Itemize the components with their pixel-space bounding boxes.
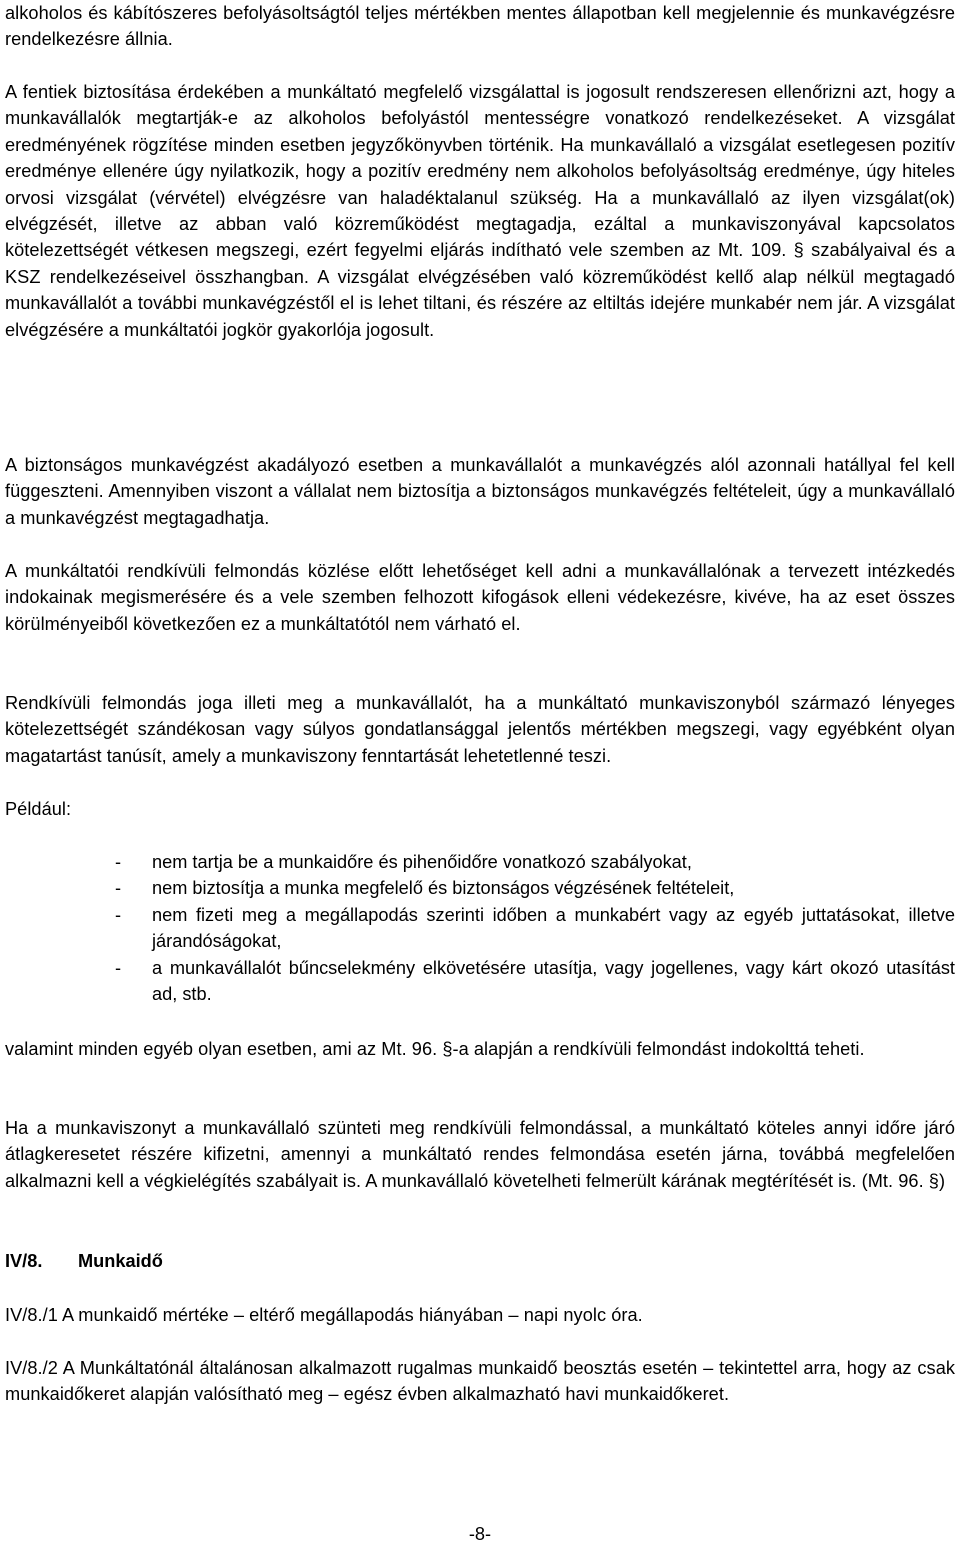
paragraph: A munkáltatói rendkívüli felmondás közlése előtt lehetőséget kell adni a munkavállalónak a tervezett intézkedés indokainak megismerésére és a vele szemben felhozott kifogások elleni védekezésre, kivéve, ha az eset összes körülményeiből következően ez a munkáltatótól nem várható el. — [5, 561, 955, 634]
list-dash: - — [115, 957, 122, 978]
list-item-text: a munkavállalót bűncselekmény elkövetésére utasítja, vagy jogellenes, vagy kárt okozó utasítást ad, stb. — [152, 957, 955, 1005]
paragraph: A biztonságos munkavégzést akadályozó esetben a munkavállalót a munkavégzés alól azonnali hatállyal fel kell függeszteni. Amennyiben viszont a vállalat nem biztosítja a biztonságos munkavégzés feltételeit, úgy a munkavállaló a munkavégzést megtagadhatja. — [5, 455, 955, 528]
paragraph: IV/8./2 A Munkáltatónál általánosan alkalmazott rugalmas munkaidő beosztás esetén – tekintettel arra, hogy az csak munkaidőkeret alapján valósítható meg – egész évben alkalmazható havi munkaidőkeret. — [5, 1358, 955, 1405]
bullet-list — [5, 849, 955, 1007]
list-item-text: nem fizeti meg a megállapodás szerinti időben a munkabért vagy az egyéb juttatásokat, illetve járandóságokat, — [152, 904, 955, 952]
paragraph-label: Például: — [5, 799, 72, 819]
list-item-text: nem biztosítja a munka megfelelő és biztonságos végzésének feltételeit, — [152, 878, 735, 899]
paragraph: alkoholos és kábítószeres befolyásoltságtól teljes mértékben mentes állapotban kell megjelennie és munkavégzésre rendelkezésre állnia. — [5, 3, 955, 50]
list-item — [5, 875, 955, 901]
list-item — [5, 849, 955, 875]
section-heading — [5, 1248, 955, 1274]
list-dash: - — [115, 878, 122, 899]
section-number: IV/8. — [5, 1251, 43, 1271]
list-dash: - — [115, 904, 122, 925]
paragraph: IV/8./1 A munkaidő mértéke – eltérő megállapodás hiányában – napi nyolc óra. — [5, 1305, 643, 1325]
paragraph: valamint minden egyéb olyan esetben, ami az Mt. 96. §-a alapján a rendkívüli felmondást indokolttá teheti. — [5, 1039, 865, 1059]
paragraph: Rendkívüli felmondás joga illeti meg a munkavállalót, ha a munkáltató munkaviszonyból származó lényeges kötelezettségét szándékosan vagy súlyos gondatlansággal jelentős mértékben megszegi, vagy egyébként olyan magatartást tanúsít, amely a munkaviszony fenntartását lehetetlenné teszi. — [5, 693, 955, 766]
list-item-text: nem tartja be a munkaidőre és pihenőidőre vonatkozó szabályokat, — [152, 852, 692, 872]
list-dash: - — [115, 852, 122, 872]
section-title: Munkaidő — [78, 1251, 163, 1271]
list-item — [5, 955, 955, 1008]
paragraph: A fentiek biztosítása érdekében a munkáltató megfelelő vizsgálattal is jogosult rendszeresen ellenőrizni azt, hogy a munkavállalók megtartják-e az alkoholos befolyástól mentességre vonatkozó rendelkezéseket. A vizsgálat eredményének rögzítése minden esetben jegyzőkönyvben történik. Ha munkavállaló a vizsgálat esetlegesen pozitív eredménye ellenére úgy nyilatkozik, hogy a pozitív eredmény nem alkoholos befolyásoltság eredménye, úgy hiteles orvosi vizsgálat (vérvétel) elvégzésre van haladéktalanul szükség. Ha a munkavállaló az ilyen vizsgálat(ok) elvégzését, illetve az abban való közreműködést megtagadja, ezáltal a munkaviszonyával kapcsolatos kötelezettségét vétkesen megszegi, ezért fegyelmi eljárás indítható vele szemben az Mt. 109. § szabályaival és a KSZ rendelkezéseivel összhangban. A vizsgálat elvégzésében való közreműködést kellő alap nélkül megtagadó munkavállalót a további munkavégzéstől el is lehet tiltani, és részére az eltiltás idejére munkabér nem jár. A vizsgálat elvégzésére a munkáltatói jogkör gyakorlója jogosult. — [5, 82, 955, 340]
paragraph: Ha a munkaviszonyt a munkavállaló szünteti meg rendkívüli felmondással, a munkáltató köteles annyi időre járó átlagkeresetet részére kifizetni, amennyi a munkáltató rendes felmondása esetén járna, továbbá megfelelően alkalmazni kell a végkielégítés szabályait is. A munkavállaló követelheti felmerült kárának megtérítését is. (Mt. 96. §) — [5, 1118, 955, 1191]
page-number: -8- — [468, 1524, 492, 1544]
list-item — [5, 902, 955, 955]
